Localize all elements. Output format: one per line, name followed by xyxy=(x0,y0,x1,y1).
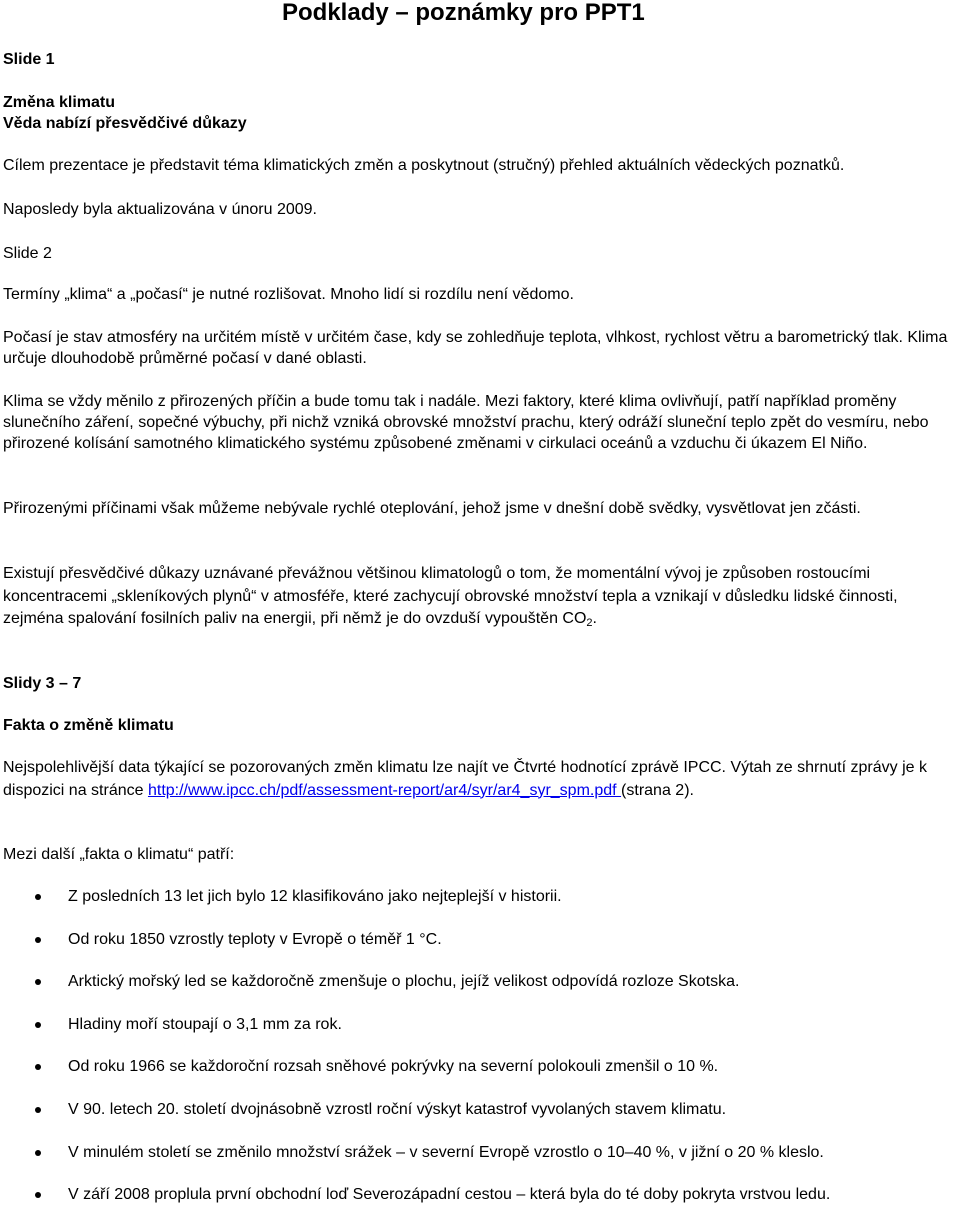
slide-2-paragraph-weather: Počasí je stav atmosféry na určitém místě v určitém čase, kdy se zohledňuje teplota, vlhkost, rychlost větru a barometrický tlak. Klima určuje dlouhodobě průměrné počasí v dané oblasti. xyxy=(3,329,948,367)
co2-subscript: 2 xyxy=(586,617,593,629)
slide-2-paragraph-evidence xyxy=(3,563,955,631)
bullet-icon xyxy=(35,1150,41,1156)
bullet-icon xyxy=(35,1192,41,1198)
fact-text: Od roku 1850 vzrostly teploty v Evropě o téměř 1 °C. xyxy=(68,930,442,948)
fact-text: Hladiny moří stoupají o 3,1 mm za rok. xyxy=(68,1015,342,1033)
slide-2-paragraph-natural-causes: Klima se vždy měnilo z přirozených příčin a bude tomu tak i nadále. Mezi faktory, které klima ovlivňují, patří například proměny slunečního záření, sopečné výbuchy, při nichž vzniká obrovské množství prachu, který odráží sluneční teplo zpět do vesmíru, nebo přirozené kolísání samotného klimatického systému způsobené změnami v cirkulaci oceánů a vzduchu či úkazem El Niño. xyxy=(3,393,929,452)
fact-text: Arktický mořský led se každoročně zmenšuje o plochu, jejíž velikost odpovídá rozloze Skotska. xyxy=(68,973,740,991)
slide-2-paragraph-terms: Termíny „klima“ a „počasí“ je nutné rozlišovat. Mnoho lidí si rozdílu není vědomo. xyxy=(3,286,574,303)
fact-text: V září 2008 proplula první obchodní loď Severozápadní cestou – která byla do té doby pokryta vrstvou ledu. xyxy=(68,1186,831,1204)
bullet-icon xyxy=(35,1064,41,1070)
list-item xyxy=(0,886,960,929)
slides-3-7-label: Slidy 3 – 7 xyxy=(3,675,82,692)
facts-intro: Mezi další „fakta o klimatu“ patří: xyxy=(3,846,235,863)
bullet-icon xyxy=(35,1107,41,1113)
slide-1-heading: Změna klimatu xyxy=(3,94,116,111)
list-item xyxy=(0,1056,960,1099)
ipcc-paragraph xyxy=(3,757,955,802)
ipcc-report-link[interactable]: http://www.ipcc.ch/pdf/assessment-report/ar4/syr/ar4_syr_spm.pdf xyxy=(147,781,622,799)
ipcc-page-note: (strana 2). xyxy=(621,781,694,799)
fact-text: V 90. letech 20. století dvojnásobně vzrostl roční výskyt katastrof vyvolaných stavem klimatu. xyxy=(68,1100,727,1118)
fact-text: Od roku 1966 se každoroční rozsah sněhové pokrývky na severní polokouli zmenšil o 10 %. xyxy=(68,1058,719,1076)
fact-text: Z posledních 13 let jich bylo 12 klasifikováno jako nejteplejší v historii. xyxy=(68,888,562,905)
ipcc-text: Nejspolehlivější data týkající se pozorovaných změn klimatu lze najít ve Čtvrté hodnotící zprávě IPCC. Výtah ze shrnutí zprávy je k dispozici na stránce xyxy=(3,759,927,799)
list-item xyxy=(0,1142,960,1185)
slide-1-subheading: Věda nabízí přesvědčivé důkazy xyxy=(3,115,247,132)
list-item xyxy=(0,1014,960,1057)
list-item xyxy=(0,1184,960,1227)
bullet-icon xyxy=(35,979,41,985)
update-note: Naposledy byla aktualizována v únoru 2009. xyxy=(3,201,317,218)
evidence-end: . xyxy=(592,610,597,627)
fact-text: V minulém století se změnilo množství srážek – v severní Evropě vzrostlo o 10–40 %, v jižní o 20 % kleslo. xyxy=(68,1143,824,1161)
list-item xyxy=(0,1099,960,1142)
intro-paragraph: Cílem prezentace je představit téma klimatických změn a poskytnout (stručný) přehled aktuálních vědeckých poznatků. xyxy=(3,157,845,174)
evidence-text: Existují přesvědčivé důkazy uznávané převážnou většinou klimatologů o tom, že momentální vývoj je způsoben rostoucími koncentracemi „skleníkových plynů“ v atmosféře, které zachycují obrovské množství tepla a vznikají v důsledku lidské činnosti, zejména spalování fosilních paliv na energii, při němž je do ovzduší vypouštěn CO xyxy=(3,565,898,627)
list-item xyxy=(0,971,960,1014)
facts-list xyxy=(0,886,960,1227)
list-item xyxy=(0,929,960,972)
bullet-icon xyxy=(35,1022,41,1028)
slide-2-paragraph-warming: Přirozenými příčinami však můžeme nebývale rychlé oteplování, jehož jsme v dnešní době svědky, vysvětlovat jen zčásti. xyxy=(3,500,861,517)
facts-heading: Fakta o změně klimatu xyxy=(3,717,174,734)
bullet-icon xyxy=(35,937,41,943)
slide-2-label: Slide 2 xyxy=(3,245,52,262)
slide-1-label: Slide 1 xyxy=(3,51,55,68)
bullet-icon xyxy=(35,894,41,900)
document-title: Podklady – poznámky pro PPT1 xyxy=(282,0,645,26)
